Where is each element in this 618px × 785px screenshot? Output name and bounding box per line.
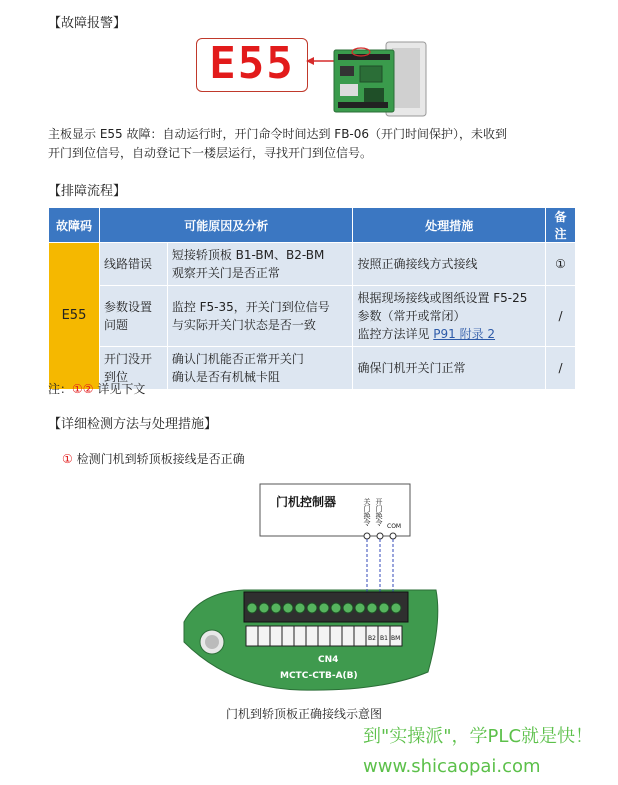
fault-description [48,125,588,163]
section-title-flow: 【排障流程】 [48,184,127,199]
node-com [390,533,396,539]
action-cell [353,286,546,347]
mounting-hole-inner [205,635,219,649]
subsection-text: 检测门机到轿顶板接线是否正确 [72,452,245,466]
cause-cell: 参数设置问题 [99,286,167,347]
wiring-diagram [180,482,450,698]
cause-cell: 线路错误 [99,243,167,286]
board-model-label: MCTC-CTB-A(B) [280,671,358,681]
footnote-marks: ①② [72,382,94,396]
appendix-link[interactable]: P91 附录 2 [433,327,496,341]
note-cell: ① [546,243,576,286]
footnote-prefix: 注： [48,382,73,396]
analysis-line: 观察开关门是否正常 [171,266,280,280]
signal-label-close: 关门换令 [363,498,371,526]
description-line-1: 主板显示 E55 故障：自动运行时，开门命令时间达到 FB-06（开门时间保护），未收到 [48,127,508,141]
com-label: COM [387,523,402,530]
diagram-caption: 门机到轿顶板正确接线示意图 [226,707,383,721]
analysis-line: 短接轿顶板 B1-BM、B2-BM [171,248,325,262]
troubleshooting-table [48,207,576,390]
section-title-detail: 【详细检测方法与处理措施】 [48,417,218,432]
led-display-code: E55 [209,38,295,89]
subsection-mark: ① [62,452,73,466]
table-row [49,243,576,286]
footnote-suffix: 详见下文 [93,382,146,396]
fault-code-cell: E55 [49,243,100,390]
connector-label: CN4 [318,655,339,665]
watermark-slogan: 到"实操派"，学PLC就是快！ [363,726,594,747]
header-cause: 可能原因及分析 [99,208,352,243]
analysis-cell [167,286,353,347]
description-line-2: 开门到位信号，自动登记下一楼层运行，寻找开门到位信号。 [48,146,373,160]
analysis-cell [167,347,353,390]
analysis-cell [167,243,353,286]
table-header-row [49,208,576,243]
analysis-line: 确认门机能否正常开关门 [171,352,304,366]
node-open [377,533,383,539]
terminal-label-bm: BM [391,635,401,642]
action-line: 根据现场接线或图纸设置 F5-25 [357,291,528,305]
action-cell [353,243,546,286]
header-fault-code: 故障码 [49,208,100,243]
pin-strip [246,626,402,646]
terminal-label-b1: B1 [380,635,388,642]
watermark-url[interactable]: www.shicaopai.com [363,756,541,777]
section-title-alarm: 【故障报警】 [48,16,127,31]
note-cell: / [546,347,576,390]
signal-label-open: 开门换令 [375,498,383,526]
table-row [49,286,576,347]
footnote [48,380,145,397]
analysis-line: 监控 F5-35，开关门到位信号 [171,300,330,314]
action-line: 参数（常开或常闭） [357,309,466,323]
analysis-line: 确认是否有机械卡阻 [171,370,280,384]
note-cell: / [546,286,576,347]
terminal-label-b2: B2 [368,635,376,642]
action-line [357,325,541,343]
action-line: 确保门机开关门正常 [357,361,466,375]
subsection-title [62,450,245,467]
analysis-line: 与实际开关门状态是否一致 [171,318,316,332]
controller-label: 门机控制器 [276,495,337,509]
action-link-prefix: 监控方法详见 [357,327,434,341]
mainboard-illustration [330,40,430,120]
cause-cell: 开门没开到位 [99,347,167,390]
header-action: 处理措施 [353,208,546,243]
node-close [364,533,370,539]
header-note: 备注 [546,208,576,243]
action-line: 按照正确接线方式接线 [357,257,478,271]
action-cell [353,347,546,390]
